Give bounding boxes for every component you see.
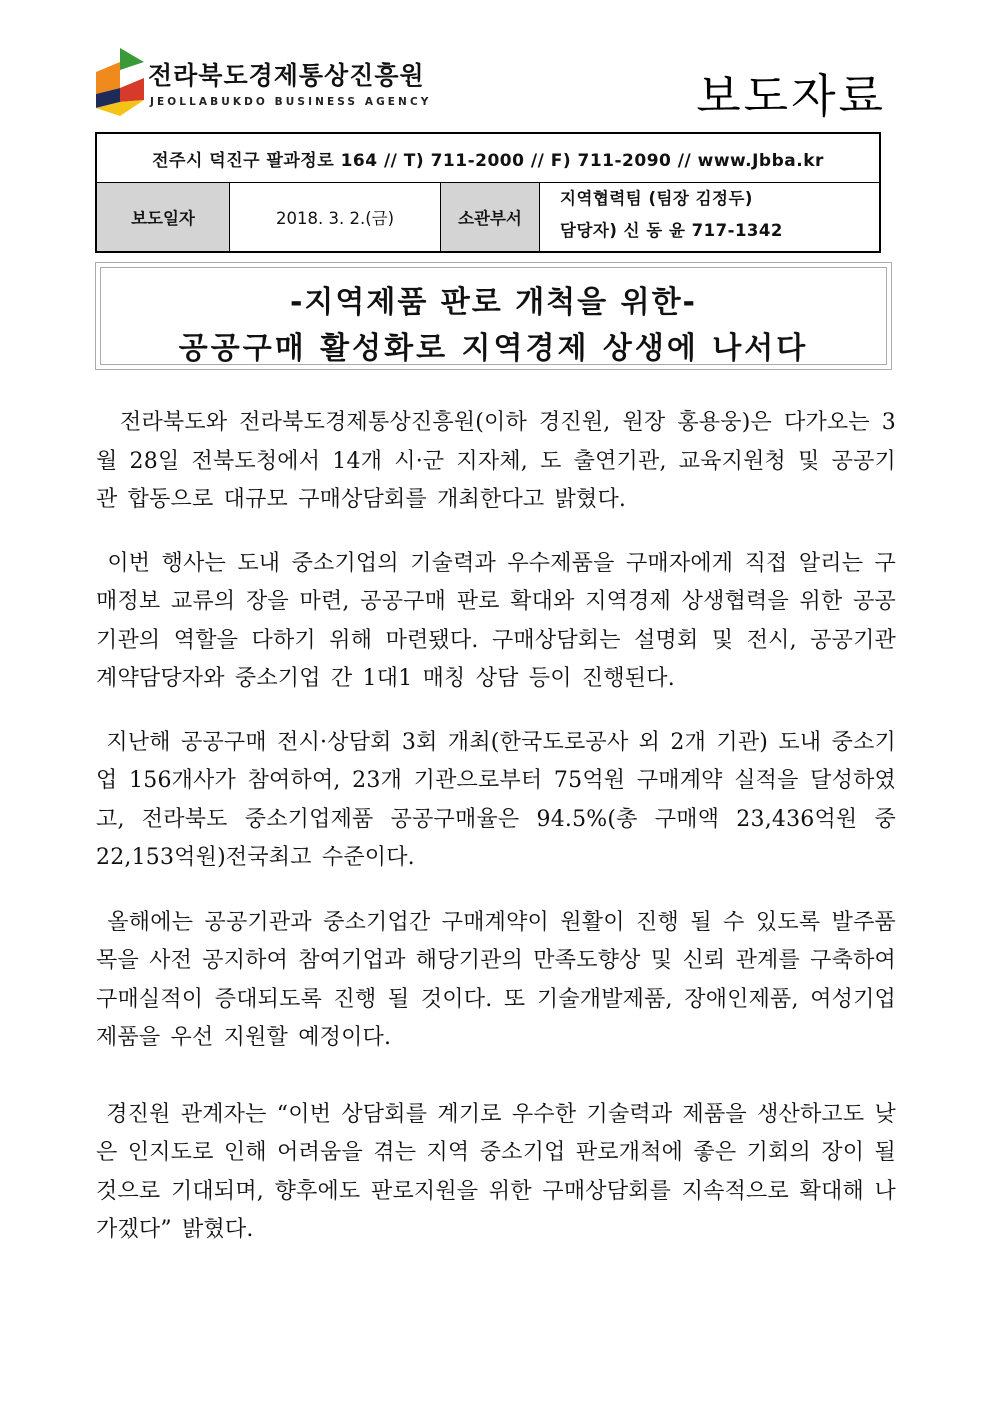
department-value: 지역협력팀 (팀장 김정두) [560,189,753,208]
paragraph: 올해에는 공공기관과 중소기업간 구매계약이 원활이 진행 될 수 있도록 발주품목을 사전 공지하여 참여기업과 해당기관의 만족도향상 및 신뢰 관계를 구축하여 구매실적이 증대되도록 진행 될 것이다. 또 기술개발제품, 장애인제품, 여성기업제품을 우선 지원할 예정이다. [96,909,907,1050]
contact-person: 담당자) 신 동 윤 717-1342 [560,221,783,240]
document-header [92,42,892,132]
release-date-label: 보도일자 [97,183,230,251]
headline-box [95,262,892,370]
article-body [96,404,907,1250]
department-label: 소관부서 [441,183,540,251]
department-info [540,183,879,251]
agency-logo-icon [94,48,146,118]
headline-subtitle: -지역제품 판로 개척을 위한- [289,285,697,320]
paragraph: 전라북도와 전라북도경제통상진흥원(이하 경진원, 원장 홍용웅)은 다가오는 3월 28일 전북도청에서 14개 시·군 지자체, 도 출연기관, 교육지원청 및 공공기관 합동으로 대규모 구매상담회를 개최한다고 밝혔다. [96,410,896,512]
release-date-value: 2018. 3. 2.(금) [230,183,441,251]
paragraph: 지난해 공공구매 전시·상담회 3회 개최(한국도로공사 외 2개 기관) 도내 중소기업 156개사가 참여하여, 23개 기관으로부터 75억원 구매계약 실적을 달성하였고, 전라북도 중소기업제품 공공구매율은 94.5%(총 구매액 23,436억원 중 22,153억원)전국최고 수준이다. [96,729,907,870]
org-name-english: JEOLLABUKDO BUSINESS AGENCY [150,96,432,108]
paragraph: 경진원 관계자는 “이번 상담회를 계기로 우수한 기술력과 제품을 생산하고도 낮은 인지도로 인해 어려움을 겪는 지역 중소기업 판로개척에 좋은 기회의 장이 될 것으로 기대되며, 향후에도 판로지원을 위한 구매상담회를 지속적으로 확대해 나가겠다” 밝혔다. [96,1101,907,1242]
org-name-korean: 전라북도경제통상진흥원 [148,61,425,90]
contact-line: 전주시 덕진구 팔과정로 164 // T) 711-2000 // F) 711-2090 // www.Jbba.kr [97,134,879,183]
paragraph: 이번 행사는 도내 중소기업의 기술력과 우수제품을 구매자에게 직접 알리는 구매정보 교류의 장을 마련, 공공구매 판로 확대와 지역경제 상생협력을 위한 공공기관의 역할을 다하기 위해 마련됐다. 구매상담회는 설명회 및 전시, 공공기관 계약담당자와 중소기업 간 1대1 매칭 상담 등이 진행된다. [96,550,907,691]
info-row [97,183,879,251]
document-type-label: 보도자료 [696,69,886,123]
headline-title: 공공구매 활성화로 지역경제 상생에 나서다 [178,331,809,366]
press-info-table [95,132,881,253]
